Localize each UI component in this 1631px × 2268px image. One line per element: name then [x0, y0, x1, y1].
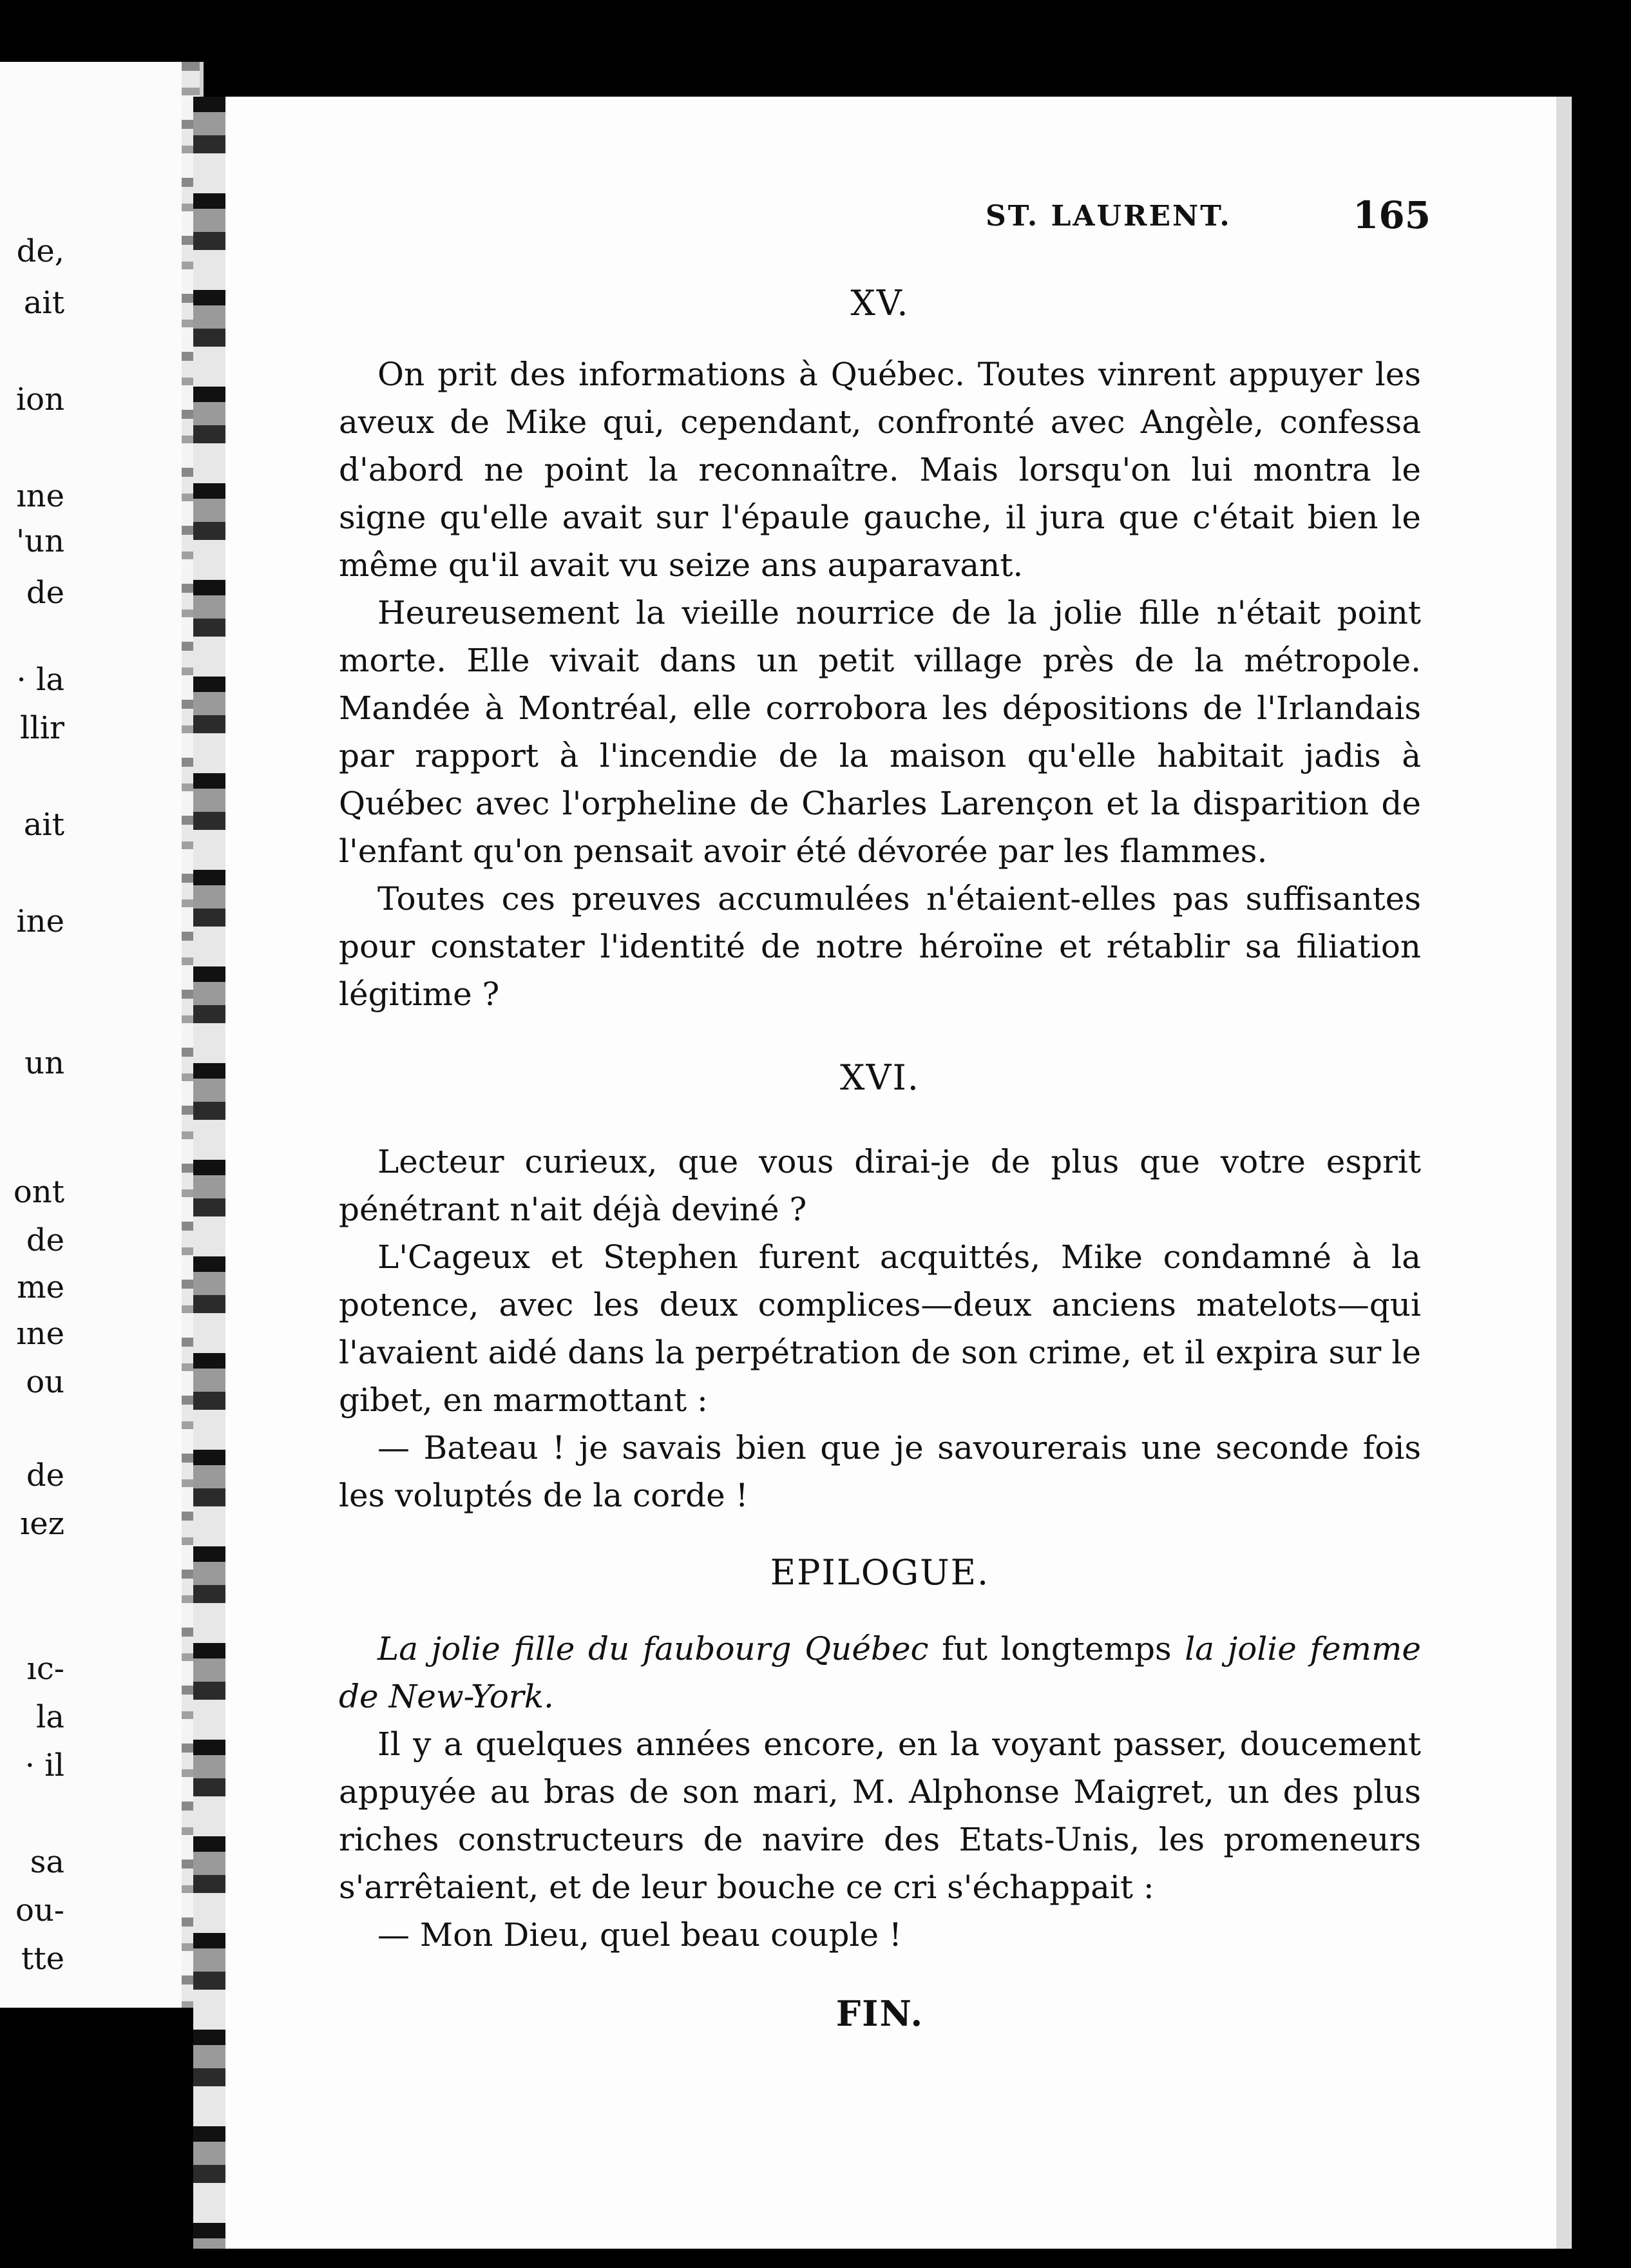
left-fragment: ıc- — [26, 1651, 64, 1687]
paragraph: Il y a quelques années encore, en la voyant passer, doucement appuyée au bras de son mari, M. Alphonse Maigret, un des plus riches constructeurs de navire des Etats-Unis, les promeneurs s'arrêtaient, et de leur bouche ce cri s'échappait : — [339, 1725, 1421, 1906]
left-fragment: la — [36, 1699, 64, 1735]
left-fragment: de — [26, 1222, 64, 1258]
running-head-title: ST. LAURENT. — [986, 200, 1232, 233]
paragraph: On prit des informations à Québec. Toutes vinrent appuyer les aveux de Mike qui, cependant, confronté avec Angèle, confessa d'abord ne point la reconnaître. Mais lorsqu'on lui montra le signe qu'elle avait sur l'épaule gauche, il jura que c'était bien le même qu'il avait vu seize ans auparavant. — [339, 356, 1421, 584]
running-head — [213, 193, 1572, 238]
left-fragment: de — [26, 1457, 64, 1494]
chapter-heading-xvi: XVI. — [840, 1057, 920, 1098]
left-fragment: ine — [16, 903, 64, 939]
text-run: fut longtemps — [928, 1630, 1185, 1667]
left-fragment: llir — [20, 710, 64, 746]
left-fragment: ıez — [19, 1506, 64, 1542]
left-fragment: ont — [13, 1174, 64, 1210]
left-fragment: ou — [26, 1364, 64, 1400]
paragraph: Toutes ces preuves accumulées n'étaient-elles pas suffisantes pour constater l'identité de notre héroïne et rétablir sa filiation légitime ? — [339, 880, 1421, 1013]
left-page-edge — [0, 62, 204, 2008]
book-binding — [193, 97, 225, 2249]
paragraph: — Mon Dieu, quel beau couple ! — [377, 1916, 902, 1954]
left-fragment: 'un — [15, 523, 64, 559]
paragraph: Heureusement la vieille nourrice de la jolie fille n'était point morte. Elle vivait dans un petit village près de la métropole. Mandée à Montréal, elle corrobora les dépositions de l'Irlandais par rapport à l'incendie de la maison qu'elle habitait jadis à Québec avec l'orpheline de Charles Larençon et la disparition de l'enfant qu'on pensait avoir été dévorée par les flammes. — [339, 594, 1421, 870]
left-fragment: ou- — [15, 1892, 64, 1928]
left-fragment: sa — [30, 1844, 64, 1880]
left-fragment: de, — [16, 233, 64, 269]
paragraph: L'Cageux et Stephen furent acquittés, Mike condamné à la potence, avec les deux complices—deux anciens matelots—qui l'avaient aidé dans la perpétration de son crime, et il expira sur le gibet, en marmottant : — [339, 1238, 1421, 1419]
left-fragment: ait — [23, 285, 64, 321]
left-fragment: tte — [21, 1941, 64, 1977]
paragraph: — Bateau ! je savais bien que je savourerais une seconde fois les voluptés de la corde ! — [339, 1429, 1421, 1514]
left-fragment: ion — [15, 381, 64, 418]
italic-phrase: la jolie femme de New-York. — [339, 1630, 1422, 1715]
chapter-heading-xv: XV. — [850, 283, 910, 323]
italic-phrase: La jolie fille du faubourg Québec — [377, 1630, 929, 1667]
left-fragment: · la — [16, 662, 64, 698]
fin-heading: FIN. — [835, 1993, 924, 2034]
page-number: 165 — [1353, 193, 1431, 237]
page-body — [339, 271, 1421, 2037]
left-fragment: ıne — [16, 1316, 64, 1352]
left-fragment: de — [26, 575, 64, 611]
left-fragment: un — [24, 1045, 64, 1081]
left-fragment: · il — [24, 1747, 64, 1783]
left-fragment: ait — [23, 807, 64, 843]
book-page — [213, 97, 1572, 2249]
epilogue-heading: EPILOGUE. — [770, 1552, 990, 1593]
paragraph — [339, 1625, 1421, 1720]
left-fragment: ıne — [16, 478, 64, 514]
left-fragment: me — [17, 1269, 64, 1305]
paragraph: Lecteur curieux, que vous dirai-je de plus que votre esprit pénétrant n'ait déjà deviné ? — [339, 1143, 1421, 1228]
